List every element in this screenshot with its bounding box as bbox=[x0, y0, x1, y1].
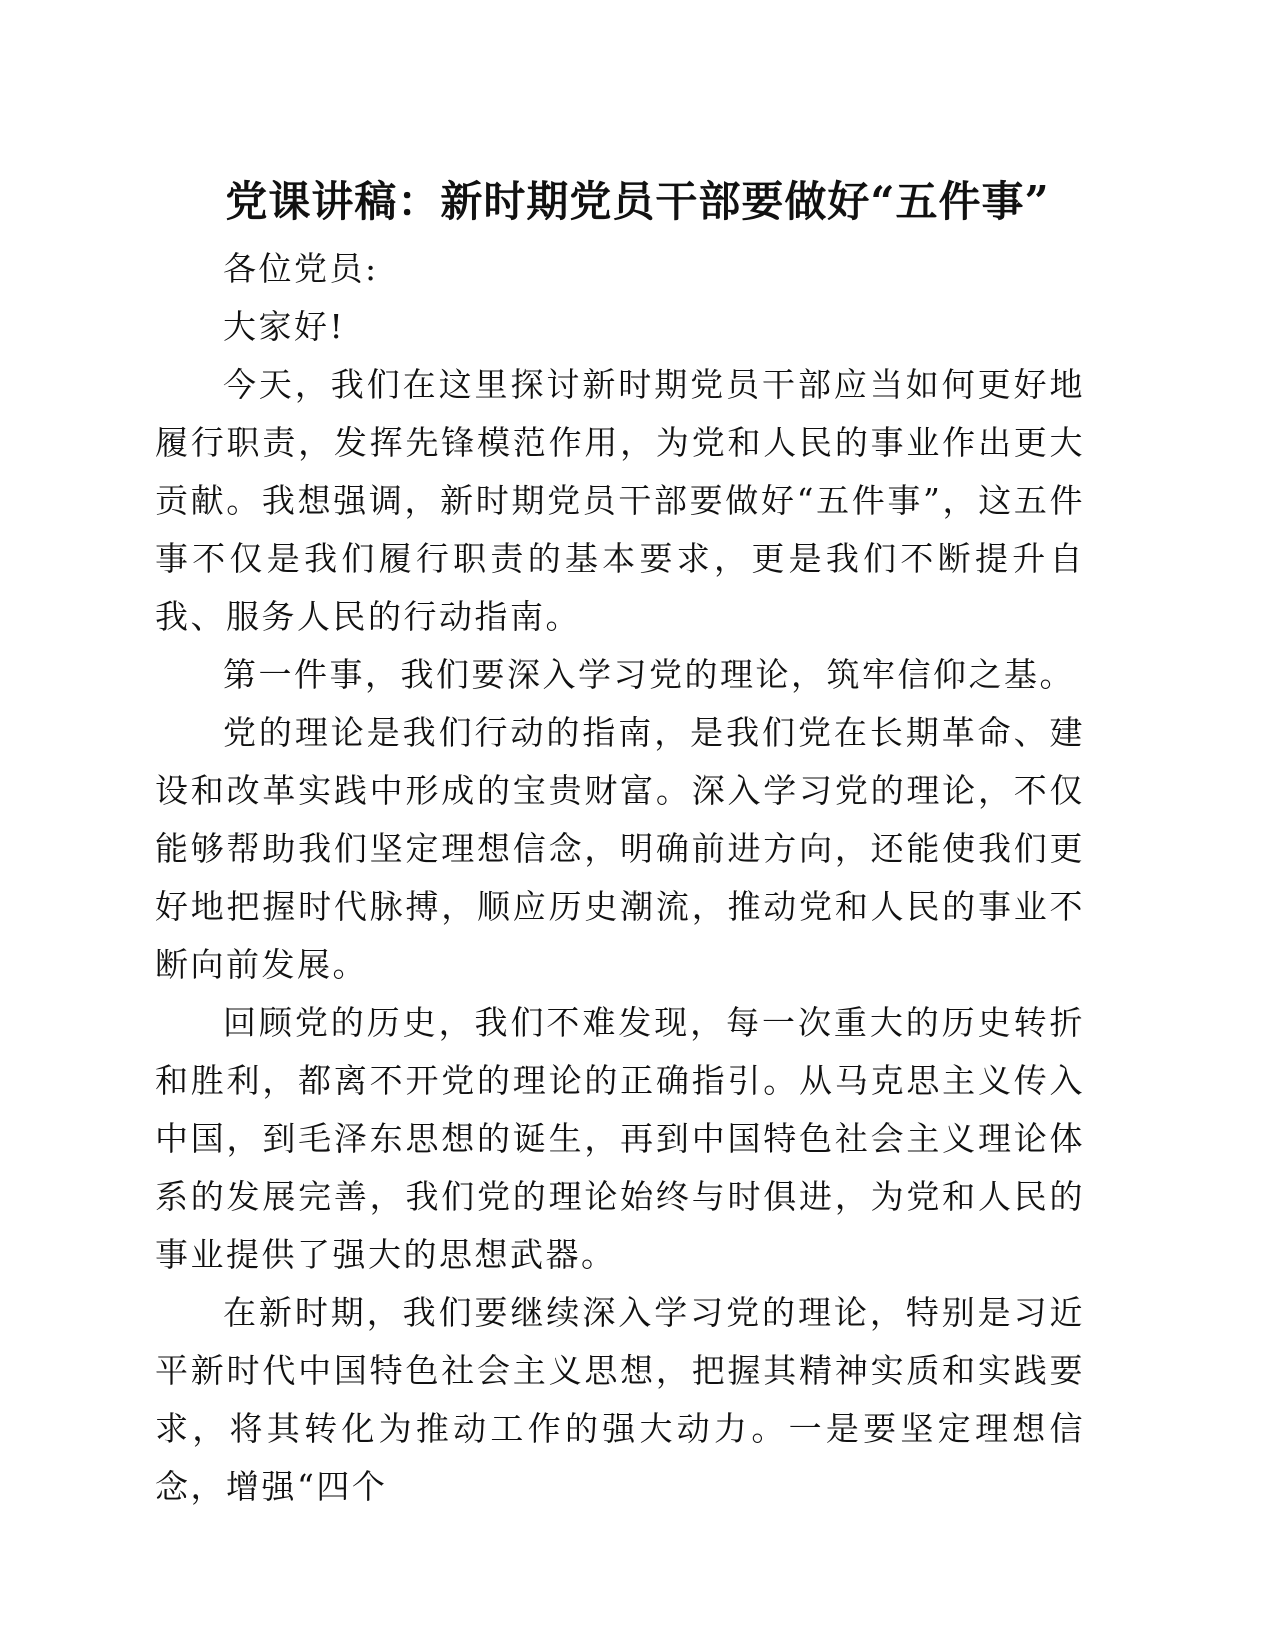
document-title: 党课讲稿：新时期党员干部要做好“五件事” bbox=[225, 177, 1050, 226]
body-paragraph: 在新时期，我们要继续深入学习党的理论，特别是习近平新时代中国特色社会主义思想，把握其精神实质和实践要求，将其转化为推动工作的强大动力。一是要坚定理想信念，增强“四个 bbox=[155, 1293, 1085, 1506]
body-paragraph: 党的理论是我们行动的指南，是我们党在长期革命、建设和改革实践中形成的宝贵财富。深入学习党的理论，不仅能够帮助我们坚定理想信念，明确前进方向，还能使我们更好地把握时代脉搏，顺应历史潮流，推动党和人民的事业不断向前发展。 bbox=[155, 713, 1085, 984]
body-paragraph: 回顾党的历史，我们不难发现，每一次重大的历史转折和胜利，都离不开党的理论的正确指引。从马克思主义传入中国，到毛泽东思想的诞生，再到中国特色社会主义理论体系的发展完善，我们党的理论始终与时俱进，为党和人民的事业提供了强大的思想武器。 bbox=[155, 1003, 1085, 1274]
section-heading-first-thing: 第一件事，我们要深入学习党的理论，筑牢信仰之基。 bbox=[223, 655, 1075, 694]
greeting: 大家好! bbox=[223, 307, 346, 346]
document-body bbox=[155, 240, 1085, 1516]
body-paragraph: 今天，我们在这里探讨新时期党员干部应当如何更好地履行职责，发挥先锋模范作用，为党和人民的事业作出更大贡献。我想强调，新时期党员干部要做好“五件事”，这五件事不仅是我们履行职责的基本要求，更是我们不断提升自我、服务人民的行动指南。 bbox=[155, 365, 1085, 636]
salutation: 各位党员: bbox=[223, 249, 379, 288]
